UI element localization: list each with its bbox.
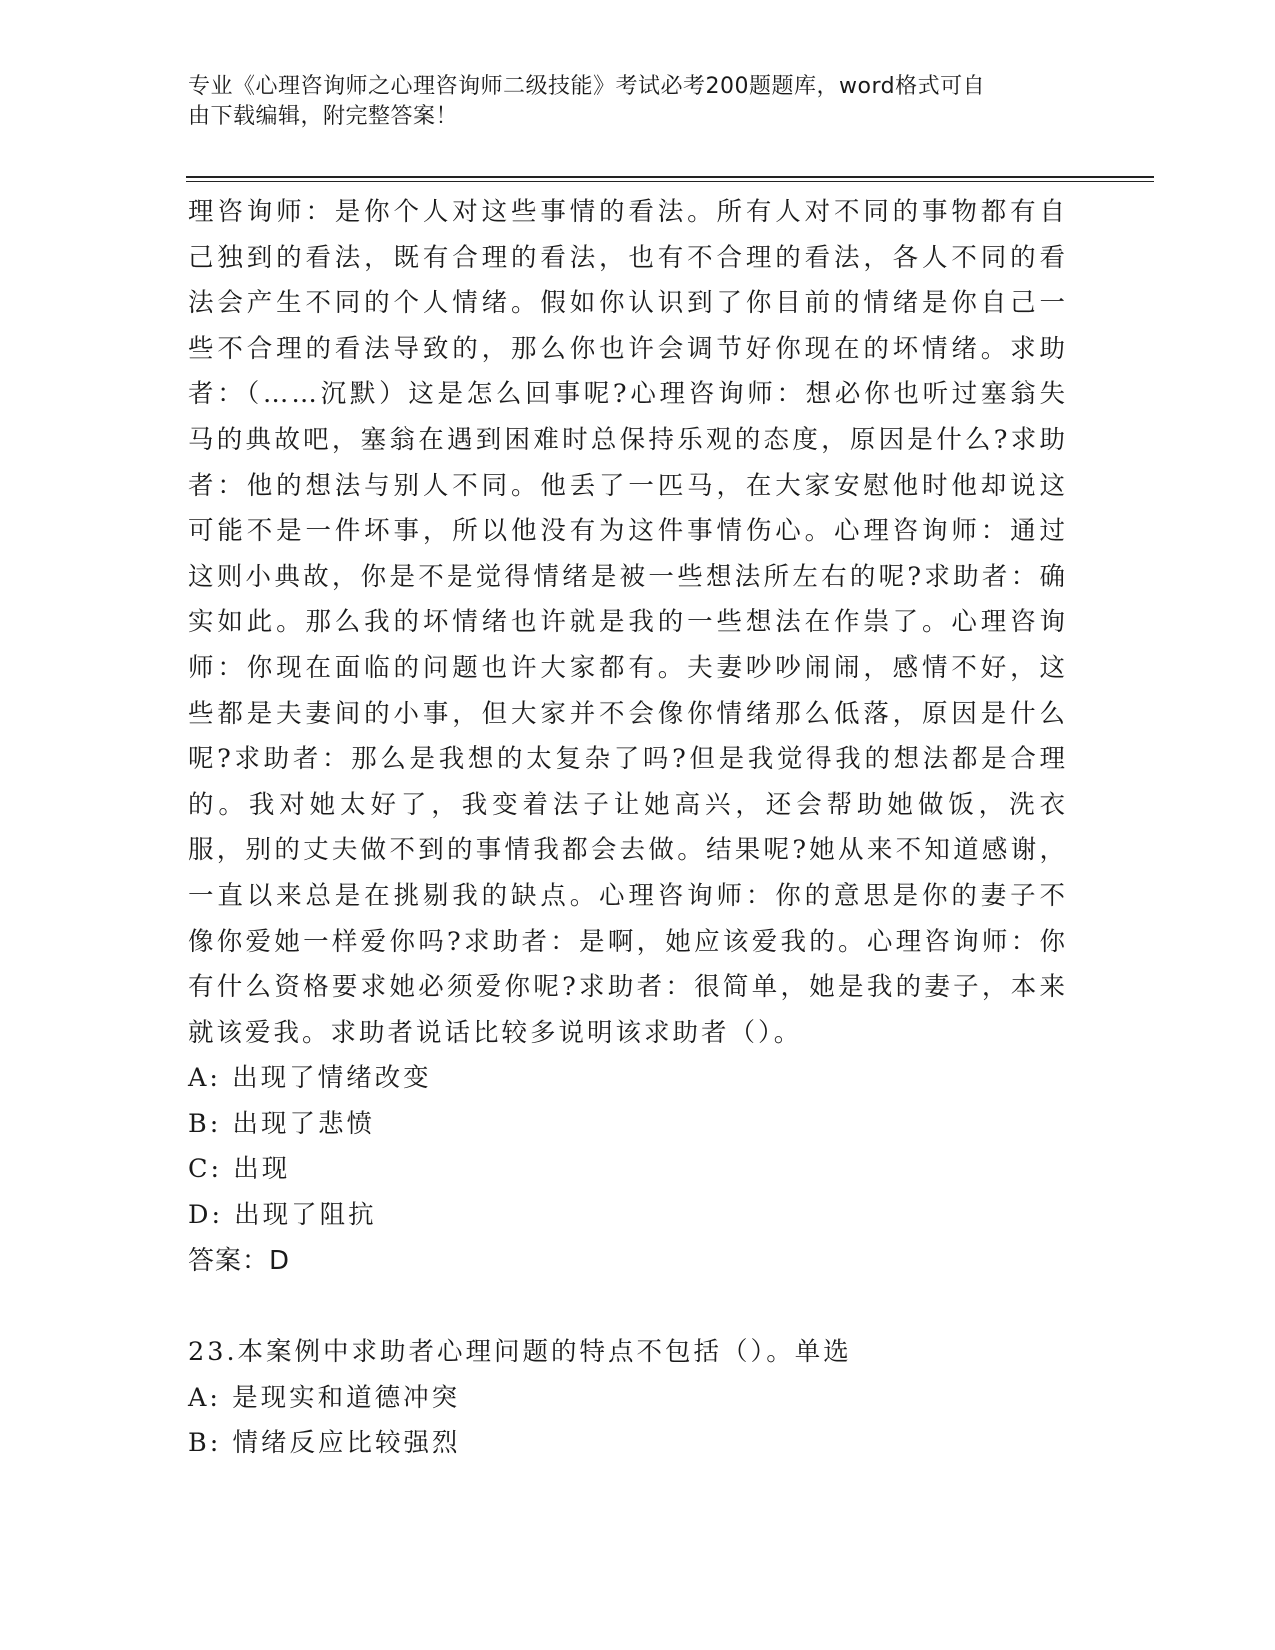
option-b [188, 1421, 1068, 1467]
document-body [188, 190, 1068, 1467]
option-letter: D: [188, 1200, 224, 1231]
header-divider [186, 176, 1154, 182]
option-list [188, 1056, 1068, 1238]
question-passage: 理咨询师：是你个人对这些事情的看法。所有人对不同的事物都有自己独到的看法，既有合理的看法，也有不合理的看法，各人不同的看法会产生不同的个人情绪。假如你认识到了你目前的情绪是你自己一些不合理的看法导致的，那么你也许会调节好你现在的坏情绪。求助者：（……沉默）这是怎么回事呢?心理咨询师：想必你也听过塞翁失马的典故吧，塞翁在遇到困难时总保持乐观的态度，原因是什么?求助者：他的想法与别人不同。他丢了一匹马，在大家安慰他时他却说这可能不是一件坏事，所以他没有为这件事情伤心。心理咨询师：通过这则小典故，你是不是觉得情绪是被一些想法所左右的呢?求助者：确实如此。那么我的坏情绪也许就是我的一些想法在作祟了。心理咨询师：你现在面临的问题也许大家都有。夫妻吵吵闹闹，感情不好，这些都是夫妻间的小事，但大家并不会像你情绪那么低落，原因是什么呢?求助者：那么是我想的太复杂了吗?但是我觉得我的想法都是合理的。我对她太好了，我变着法子让她高兴，还会帮助她做饭，洗衣服，别的丈夫做不到的事情我都会去做。结果呢?她从来不知道感谢，一直以来总是在挑剔我的缺点。心理咨询师：你的意思是你的妻子不像你爱她一样爱你吗?求助者：是啊，她应该爱我的。心理咨询师：你有什么资格要求她必须爱你呢?求助者：很简单，她是我的妻子，本来就该爱我。求助者说话比较多说明该求助者（）。 [188, 197, 1068, 1048]
option-letter: C: [188, 1154, 223, 1185]
option-a [188, 1056, 1068, 1102]
option-text: 出现了阻抗 [234, 1200, 377, 1231]
option-text: 出现了情绪改变 [232, 1063, 432, 1094]
option-text: 是现实和道德冲突 [232, 1382, 461, 1413]
question-stem: 23.本案例中求助者心理问题的特点不包括（）。单选 [188, 1337, 852, 1368]
question-23 [188, 1330, 1068, 1467]
option-letter: B: [188, 1428, 222, 1459]
option-b [188, 1102, 1068, 1148]
option-letter: B: [188, 1108, 222, 1139]
option-text: 出现了悲愤 [232, 1108, 375, 1139]
option-c [188, 1147, 1068, 1193]
option-text: 情绪反应比较强烈 [232, 1428, 461, 1459]
document-header [188, 72, 1068, 132]
option-d [188, 1193, 1068, 1239]
header-line-2: 由下载编辑，附完整答案！ [188, 104, 459, 129]
answer-line: 答案：D [188, 1245, 291, 1276]
option-letter: A: [188, 1382, 222, 1413]
option-a [188, 1376, 1068, 1422]
option-letter: A: [188, 1063, 222, 1094]
option-text: 出现 [233, 1154, 291, 1185]
header-line-1: 专业《心理咨询师之心理咨询师二级技能》考试必考200题题库，word格式可自 [188, 74, 986, 99]
